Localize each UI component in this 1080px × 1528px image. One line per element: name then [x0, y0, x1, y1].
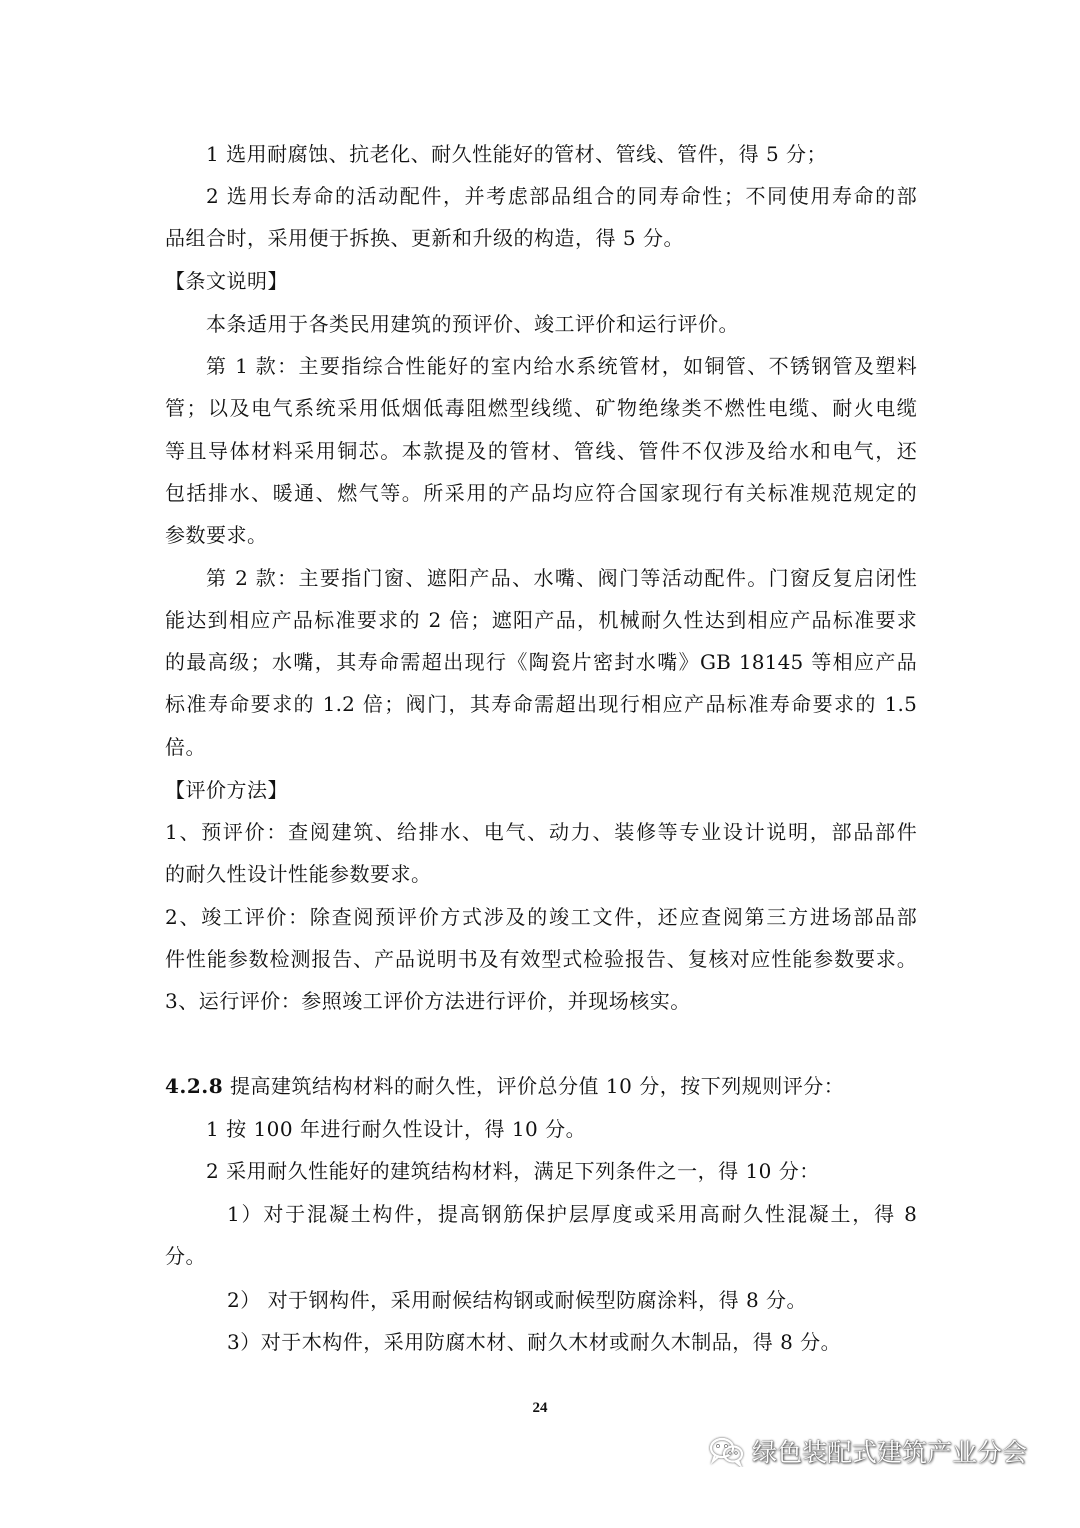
text-line-21: 3、运行评价：参照竣工评价方法进行评价，并现场核实。	[165, 989, 691, 1013]
list-item: 1）对于混凝土构件，提高钢筋保护层厚度或采用高耐久性混凝土，得 8	[227, 1202, 917, 1226]
text-line-6: 第 1 款：主要指综合性能好的室内给水系统管材，如铜管、不锈钢管及塑料	[206, 354, 917, 378]
wechat-icon	[708, 1435, 746, 1467]
text-line-18: 的耐久性设计性能参数要求。	[165, 862, 432, 886]
text-line-20: 件性能参数检测报告、产品说明书及有效型式检验报告、复核对应性能参数要求。	[165, 947, 917, 971]
text-line-5: 本条适用于各类民用建筑的预评价、竣工评价和运行评价。	[206, 312, 739, 336]
text-line-12: 能达到相应产品标准要求的 2 倍；遮阳产品，机械耐久性达到相应产品标准要求	[165, 608, 917, 632]
clause-title: 提高建筑结构材料的耐久性，评价总分值 10 分，按下列规则评分：	[230, 1074, 845, 1098]
text-line-11: 第 2 款：主要指门窗、遮阳产品、水嘴、阀门等活动配件。门窗反复启闭性	[206, 566, 917, 590]
text-line-9: 包括排水、暖通、燃气等。所采用的产品均应符合国家现行有关标准规范规定的	[165, 481, 917, 505]
text-line-1: 1 选用耐腐蚀、抗老化、耐久性能好的管材、管线、管件，得 5 分；	[206, 142, 828, 166]
text-line-14: 标准寿命要求的 1.2 倍；阀门，其寿命需超出现行相应产品标准寿命要求的 1.5	[165, 692, 917, 716]
list-item: 3）对于木构件，采用防腐木材、耐久木材或耐久木制品，得 8 分。	[227, 1330, 842, 1354]
section-heading-method: 【评价方法】	[165, 778, 288, 802]
list-item: 2 采用耐久性能好的建筑结构材料，满足下列条件之一，得 10 分：	[206, 1159, 820, 1183]
clause-heading	[165, 1073, 844, 1099]
text-line-15: 倍。	[165, 735, 206, 759]
section-heading-explanation: 【条文说明】	[165, 269, 288, 293]
list-item: 1 按 100 年进行耐久性设计，得 10 分。	[206, 1117, 587, 1141]
list-item: 分。	[165, 1244, 206, 1268]
watermark	[708, 1428, 1027, 1474]
text-line-17: 1、预评价：查阅建筑、给排水、电气、动力、装修等专业设计说明，部品部件	[165, 820, 917, 844]
text-line-3: 品组合时，采用便于拆换、更新和升级的构造，得 5 分。	[165, 226, 684, 250]
text-line-7: 管；以及电气系统采用低烟低毒阻燃型线缆、矿物绝缘类不燃性电缆、耐火电缆	[165, 396, 917, 420]
text-line-13: 的最高级；水嘴，其寿命需超出现行《陶瓷片密封水嘴》GB 18145 等相应产品	[165, 650, 917, 674]
text-line-2: 2 选用长寿命的活动配件，并考虑部品组合的同寿命性；不同使用寿命的部	[206, 184, 917, 208]
text-line-10: 参数要求。	[165, 523, 268, 547]
watermark-text: 绿色装配式建筑产业分会	[752, 1438, 1028, 1467]
text-line-8: 等且导体材料采用铜芯。本款提及的管材、管线、管件不仅涉及给水和电气，还	[165, 439, 917, 463]
clause-number: 4.2.8	[165, 1074, 224, 1098]
page-number: 24	[532, 1400, 548, 1416]
text-line-19: 2、竣工评价：除查阅预评价方式涉及的竣工文件，还应查阅第三方进场部品部	[165, 905, 917, 929]
list-item: 2） 对于钢构件，采用耐候结构钢或耐候型防腐涂料，得 8 分。	[227, 1288, 808, 1312]
